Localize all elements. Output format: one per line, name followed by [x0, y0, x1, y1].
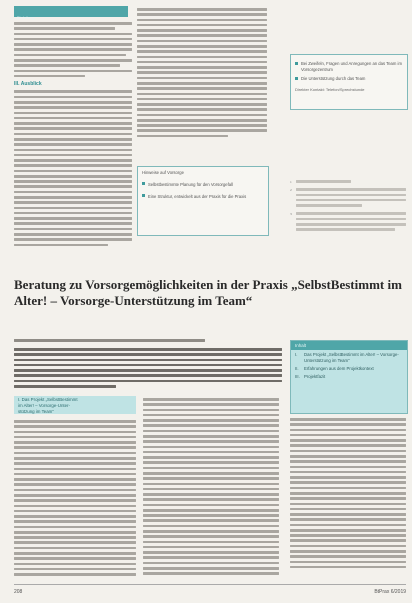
hints-infobox: [137, 166, 269, 236]
footnote: 3: [290, 212, 406, 233]
magazine-issue: BtPrax 6/2019: [374, 589, 406, 595]
toc-item[interactable]: I. Das Projekt „SelbstBestimmt im Alter! – Vorsorge-Unterstützung im Team“: [295, 352, 399, 363]
middle-column-text: [137, 8, 267, 140]
lower-middle-column: [143, 398, 279, 578]
section-tab-label: Einleitung: [17, 15, 35, 20]
section-heading-line: stützung im Team“: [18, 409, 54, 414]
bullet-icon: [295, 62, 298, 65]
hints-bullet: Eine Struktur, entwickelt aus der Praxis für die Praxis: [138, 193, 268, 200]
lead-paragraph: [14, 348, 282, 390]
footnote: 1: [290, 180, 406, 185]
bullet-icon: [142, 182, 145, 185]
authors-line: [14, 339, 279, 344]
contact-bullet: Die Unterstützung durch das Team: [291, 76, 407, 82]
contact-infobox: [290, 54, 408, 110]
article-title: Beratung zu Vorsorgemöglichkeiten in der Praxis „SelbstBestimmt im Alter! – Vorsorge-Unterstützung im Team“: [14, 277, 402, 308]
lower-right-column: [290, 418, 406, 571]
toc-item[interactable]: III. Projektfazit: [295, 374, 326, 379]
section-heading-line: I. Das Projekt „SelbstBestimmt: [18, 397, 78, 402]
left-column-text: [14, 22, 132, 249]
bullet-icon: [295, 77, 298, 80]
hints-infobox-heading: Hinweise auf Vorsorge: [142, 170, 184, 175]
article-title-block: [14, 277, 404, 308]
left-subheading: III. Ausblick: [14, 81, 42, 88]
toc-heading: Inhalt: [291, 341, 407, 350]
bullet-icon: [142, 194, 145, 197]
table-of-contents: [290, 340, 408, 414]
toc-item[interactable]: II. Erfahrungen aus dem Projektkontext: [295, 366, 374, 371]
footnote: 2: [290, 188, 406, 209]
contact-infobox-footer: Direkter Kontakt: Telefon/Sprechstunde: [295, 86, 365, 92]
hints-bullet: Selbstbestimmte Planung für den Vorsorgefall: [138, 181, 268, 188]
footnotes: [290, 180, 406, 237]
page-footer: [14, 584, 406, 597]
lower-left-column: [14, 420, 136, 578]
section-tab: [14, 6, 128, 20]
section-heading-box: [14, 396, 136, 414]
contact-bullet: Bei Zweifeln, Fragen und Anregungen an das Team im Vorsorgezentrum: [291, 61, 407, 72]
page-number: 208: [14, 589, 23, 595]
section-heading-line: im Alter! – Vorsorge-Unter-: [18, 403, 70, 408]
